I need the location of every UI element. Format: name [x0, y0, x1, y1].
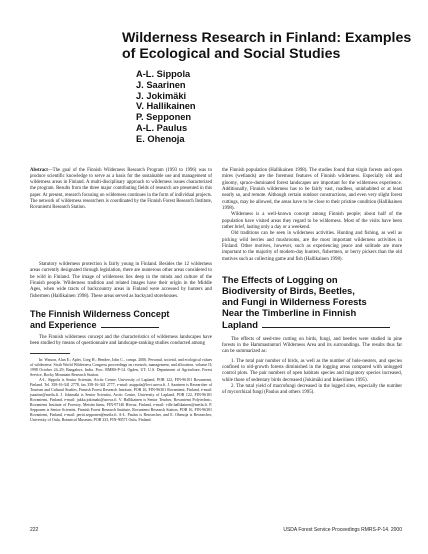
section-heading-logging-effects [222, 274, 402, 329]
body-paragraph: Wilderness is a well-known concept among Finnish people; about half of the population have visited areas they regard to be wilderness. Most of the visits have been rather brief, lasting only a day or a weekend. [222, 212, 402, 231]
section-heading-line: Biodiversity of Birds, Beetles, [222, 285, 355, 297]
section-heading-wilderness-concept [30, 309, 212, 331]
abstract-label: Abstract [30, 168, 48, 173]
heading-rule [262, 320, 390, 328]
publication-info: USDA Forest Service Proceedings RMRS-P-14. 2000 [283, 527, 402, 533]
heading-rule [101, 320, 159, 328]
section-heading-line: Lapland [222, 318, 258, 330]
section-heading-line: Near the Timberline in Finnish [222, 307, 357, 319]
section-heading-line: and Experience [30, 319, 97, 330]
right-column [222, 168, 402, 397]
footnote-divider [30, 353, 70, 354]
author-name: A-L. Paulus [136, 122, 188, 133]
body-paragraph: Old traditions can be seen in wilderness activities. Hunting and fishing, as well as picking wild berries and mushrooms, are the most important wilderness activities in Finland. Other motives, however, such as experiencing peace and solitude are more important to the majority of modern-day hunters, fishermen, or berry pickers than the old motives such as collecting game and fish (Hallikainen 1998). [222, 231, 402, 262]
author-list [136, 69, 336, 145]
citation-footnote: In: Watson, Alan E.; Aplet, Greg H.; Hendee, John C., comps. 2000. Personal, societal, and ecological values of wilderness: Sixth World Wilderness Congress proceedings on research, management, and allocation, volume II; 1998 October 24–29; Bangalore, India. Proc. RMRS-P-14. Ogden, UT: U.S. Department of Agriculture, Forest Service, Rocky Mountain Research Station. [30, 357, 212, 378]
numbered-item: 1. The total pair number of birds, as well as the number of hole-nesters, and species confined to old-growth forests diminished in the logging areas compared with unlogged control plots. The pair numbers of open habitats species and migratory species increased, while those of sedentary birds decreased (Jokimäki and Inkeröinen 1995). [222, 358, 402, 383]
author-name: J. Saarinen [136, 79, 186, 90]
left-column [30, 262, 212, 422]
author-affiliations-footnote: A-L. Sippola is Senior Scientist, Arctic Centre, University of Lapland, POB 122, FIN-96101 Rovaniemi, Finland. Tel. 358-16-341 2778, fax 358-16-341 2777, e-mail: asippola@levi.urova.fi. J. Saarinen is Researcher of Tourism and Cultural Studies, Finnish Forest Research Institute, POB 16, FIN-96301 Rovaniemi, Finland, e-mail: jsaarine@metla.fi. J. Jokimäki is Senior Scientist, Arctic Centre, University of Lapland, POB 122, FIN-96101 Rovaniemi, Finland, e-mail: jukka.jokimaki@urova.fi. V. Hallikainen is Senior Teacher, Rovaniemi Polytechnic, Rovaniemi Institute of Forestry, Metsän hirnu, FIN-97140 Hirvas, Finland, e-mail: ville.hallikainen@metla.fi. P. Sepponen is Senior Scientist, Finnish Forest Research Institute, Rovaniemi Research Station, POB 16, FIN-96301 Rovaniemi, Finland, e-mail: pertti.sepponen@metla.fi. A-L. Paulus is Researcher, and E. Ohenoja is Researcher, University of Oulu, Botanical Museum, POB 333, FIN-90571 Oulu, Finland. [30, 377, 212, 423]
author-name: A-L. Sippola [136, 69, 191, 79]
abstract [30, 168, 212, 211]
paper-title: Wilderness Research in Finland: Examples of Ecological and Social Studies [122, 30, 412, 62]
page-number: 222 [30, 527, 39, 533]
section-heading-line: and Fungi in Wilderness Forests [222, 296, 367, 308]
section1-paragraph: The Finnish wilderness concept and the characteristics of wilderness landscapes have been studied by means of questionnaire and landscape-ranking studies conducted among [30, 334, 212, 346]
intro-paragraph: Statutory wilderness protection is fairly young in Finland. Besides the 12 wilderness areas currently designated through legislation, there are numerous other areas considered to be wild in Finland. The image of wilderness lies deep in the minds and culture of the Finnish people. Wilderness tradition and related images have their origin in the Middle Ages, when wide tracts of backcountry areas in Finland were accessed by hunters and fishermen (Hallikainen 1998). These areas served as backyard storehouses. [30, 262, 212, 299]
abstract-text: —The goal of the Finnish Wilderness Research Program (1993 to 1996) was to produce scientific knowledge to serve as a basis for the sustainable use and management of wilderness areas in Finland. A multi-disciplinary approach to wilderness issues characterized the program. Results from the three major contributing fields of research are presented in this paper. At present, research focusing on wilderness continues in the form of individual projects. The network of wilderness researchers is coordinated by the Finnish Forest Research Institute, Rovaniemi Research Station. [30, 168, 212, 210]
page-footer [30, 526, 402, 534]
author-name: P. Sepponen [136, 112, 192, 123]
author-name: E. Ohenoja [136, 133, 185, 144]
body-paragraph: the Finnish population (Hallikainen 1998). The studies found that virgin forests and open mires (wetlands) are the foremost features of Finnish wilderness. Especially old and gloomy, spruce-dominated forest landscapes are important for the wilderness experience. Additionally, Finnish wilderness has to be fairly vast, roadless, uninhabited or at least nearly so, and remote. Although certain outdoor constructions, and even very slight forest cuttings, may be allowed, the areas have to be close to their pristine condition (Hallikainen 1998). [222, 168, 402, 212]
numbered-item: 2. The total yield of macrofungi decreased in the logged sites, especially the number of mycorrhizal fungi (Paulus and others 1995). [222, 384, 402, 396]
section-heading-line: The Finnish Wilderness Concept [30, 309, 170, 320]
body-paragraph: The effects of seed-tree cutting on birds, fungi, and beetles were studied in pine forests in the Hammastunturi Wilderness Area and its surroundings. The results thus far can be summarized as: [222, 336, 402, 355]
section-heading-line: The Effects of Logging on [222, 274, 338, 286]
author-name: J. Jokimäki [136, 90, 187, 101]
author-name: V. Hallikainen [136, 101, 196, 112]
